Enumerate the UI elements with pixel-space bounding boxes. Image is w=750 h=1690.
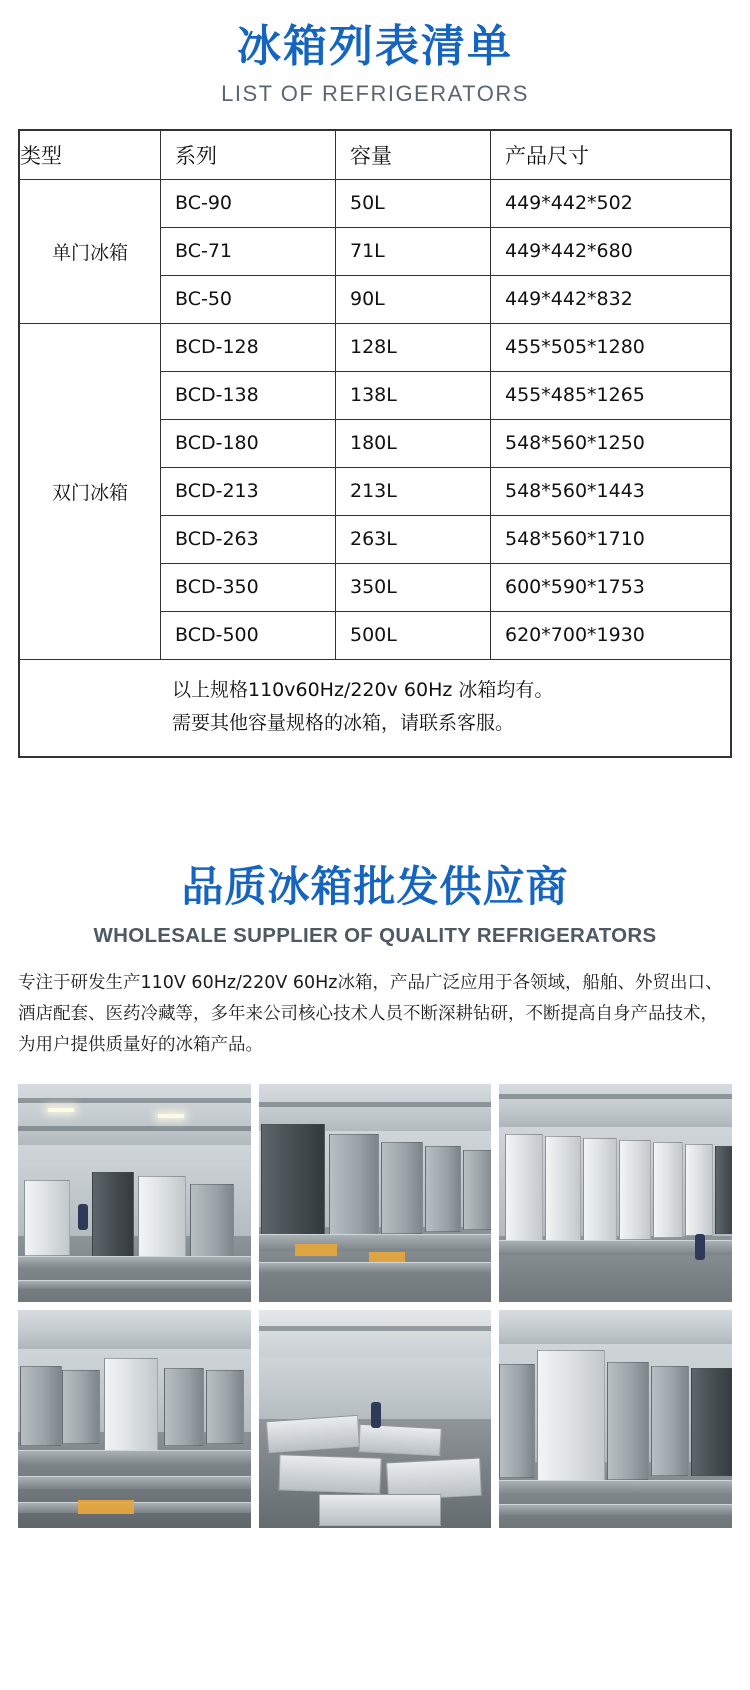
cell-capacity: 138L	[336, 371, 491, 419]
refrigerator-unit-dark	[92, 1172, 134, 1258]
column-header-type: 类型	[20, 130, 161, 179]
refrigerator-cabinet	[691, 1368, 732, 1476]
ceiling-beam	[18, 1098, 251, 1103]
ceiling-beam	[499, 1094, 732, 1099]
supplier-section	[0, 854, 750, 1061]
ceiling-beam	[259, 1326, 492, 1331]
refrigerator-cabinet	[537, 1350, 605, 1482]
refrigerator-door-panel	[653, 1142, 683, 1238]
refrigerator-cabinet	[329, 1134, 379, 1236]
group-label-double-door: 双门冰箱	[20, 323, 161, 659]
cell-series: BCD-128	[161, 323, 336, 371]
cell-capacity: 180L	[336, 419, 491, 467]
supplier-description: 专注于研发生产110V 60Hz/220V 60Hz冰箱，产品广泛应用于各领域，船舶、外贸出口、酒店配套、医药冷藏等，多年来公司核心技术人员不断深耕钻研，不断提高自身产品技术，为用户提供质量好的冰箱产品。	[18, 973, 723, 1056]
pallet	[295, 1244, 337, 1256]
cell-size: 449*442*832	[491, 275, 731, 323]
ceiling	[499, 1084, 732, 1132]
conveyor-rail	[259, 1234, 492, 1251]
cell-size: 548*560*1710	[491, 515, 731, 563]
worker	[78, 1204, 88, 1230]
cell-capacity: 263L	[336, 515, 491, 563]
table-note-row	[20, 659, 731, 757]
ceiling-lamp	[158, 1114, 184, 1118]
roller-conveyor	[18, 1476, 251, 1489]
refrigerator-unit	[104, 1358, 158, 1456]
cell-size: 620*700*1930	[491, 611, 731, 659]
refrigerator-cabinet	[261, 1124, 325, 1238]
refrigerator-door-panel	[685, 1144, 713, 1236]
spec-table-wrapper	[18, 129, 732, 759]
cell-series: BCD-350	[161, 563, 336, 611]
supplier-title-en: WHOLESALE SUPPLIER OF QUALITY REFRIGERATORS	[93, 924, 657, 948]
cell-series: BCD-138	[161, 371, 336, 419]
refrigerator-cabinet	[381, 1142, 423, 1234]
cell-size: 449*442*502	[491, 179, 731, 227]
refrigerator-unit	[206, 1370, 244, 1444]
table-note	[20, 659, 731, 757]
factory-photo-3	[499, 1084, 732, 1302]
conveyor-rail	[259, 1262, 492, 1273]
liner-stack	[358, 1423, 441, 1455]
refrigerator-cabinet	[651, 1366, 689, 1476]
column-header-size: 产品尺寸	[491, 130, 731, 179]
liner-stack	[266, 1414, 360, 1452]
group-label-single-door: 单门冰箱	[20, 179, 161, 323]
refrigerator-spec-table	[19, 130, 731, 758]
ceiling-lamp	[48, 1108, 74, 1112]
page-subtitle: LIST OF REFRIGERATORS	[221, 80, 529, 106]
column-header-series: 系列	[161, 130, 336, 179]
cell-capacity: 350L	[336, 563, 491, 611]
cell-series: BCD-263	[161, 515, 336, 563]
refrigerator-door-panel	[505, 1134, 543, 1246]
page-header	[0, 0, 750, 107]
table-row	[20, 323, 731, 371]
cell-size: 548*560*1250	[491, 419, 731, 467]
cell-series: BCD-180	[161, 419, 336, 467]
roller-conveyor	[18, 1450, 251, 1465]
cell-size: 449*442*680	[491, 227, 731, 275]
liner-stack	[278, 1454, 381, 1494]
cell-size: 548*560*1443	[491, 467, 731, 515]
refrigerator-unit	[164, 1368, 204, 1446]
table-header-row	[20, 130, 731, 179]
refrigerator-unit	[24, 1180, 70, 1256]
conveyor-rail	[499, 1504, 732, 1515]
factory-photo-gallery	[18, 1084, 732, 1528]
cell-size: 600*590*1753	[491, 563, 731, 611]
refrigerator-cabinet	[499, 1364, 535, 1478]
factory-photo-5	[259, 1310, 492, 1528]
table-note-line-1: 以上规格110v60Hz/220v 60Hz 冰箱均有。	[172, 678, 554, 701]
factory-photo-2	[259, 1084, 492, 1302]
refrigerator-cabinet	[463, 1150, 492, 1230]
ceiling-beam	[18, 1126, 251, 1131]
cell-series: BC-71	[161, 227, 336, 275]
factory-photo-6	[499, 1310, 732, 1528]
page-title: 冰箱列表清单	[237, 21, 513, 72]
pallet	[369, 1252, 405, 1262]
worker	[695, 1234, 705, 1260]
refrigerator-cabinet	[425, 1146, 461, 1232]
refrigerator-unit	[190, 1184, 234, 1258]
refrigerator-unit	[62, 1370, 100, 1444]
cell-capacity: 90L	[336, 275, 491, 323]
cell-size: 455*505*1280	[491, 323, 731, 371]
refrigerator-unit	[20, 1366, 62, 1446]
cell-capacity: 50L	[336, 179, 491, 227]
cell-capacity: 500L	[336, 611, 491, 659]
table-body	[20, 179, 731, 757]
table-note-line-2: 需要其他容量规格的冰箱，请联系客服。	[172, 711, 515, 734]
ceiling	[259, 1310, 492, 1362]
factory-photo-4	[18, 1310, 251, 1528]
cell-capacity: 128L	[336, 323, 491, 371]
ceiling	[18, 1310, 251, 1354]
factory-photo-1	[18, 1084, 251, 1302]
cell-series: BC-90	[161, 179, 336, 227]
table-header	[20, 130, 731, 179]
refrigerator-door-panel	[619, 1140, 651, 1240]
pallet	[78, 1500, 134, 1514]
cell-size: 455*485*1265	[491, 371, 731, 419]
cell-series: BCD-213	[161, 467, 336, 515]
conveyor-rail	[18, 1280, 251, 1289]
refrigerator-door-panel	[583, 1138, 617, 1242]
conveyor-rail	[499, 1480, 732, 1495]
table-row	[20, 179, 731, 227]
column-header-capacity: 容量	[336, 130, 491, 179]
cell-capacity: 213L	[336, 467, 491, 515]
roller-conveyor	[18, 1502, 251, 1513]
refrigerator-unit	[138, 1176, 186, 1260]
liner-stack	[319, 1494, 441, 1526]
worker	[371, 1402, 381, 1428]
refrigerator-door-panel	[545, 1136, 581, 1244]
cell-series: BCD-500	[161, 611, 336, 659]
supplier-title-cn: 品质冰箱批发供应商	[181, 862, 569, 912]
cell-capacity: 71L	[336, 227, 491, 275]
cell-series: BC-50	[161, 275, 336, 323]
conveyor-rail	[18, 1256, 251, 1269]
refrigerator-cabinet	[607, 1362, 649, 1480]
ceiling-beam	[259, 1102, 492, 1107]
refrigerator-door-panel	[715, 1146, 732, 1234]
ceiling	[499, 1310, 732, 1349]
